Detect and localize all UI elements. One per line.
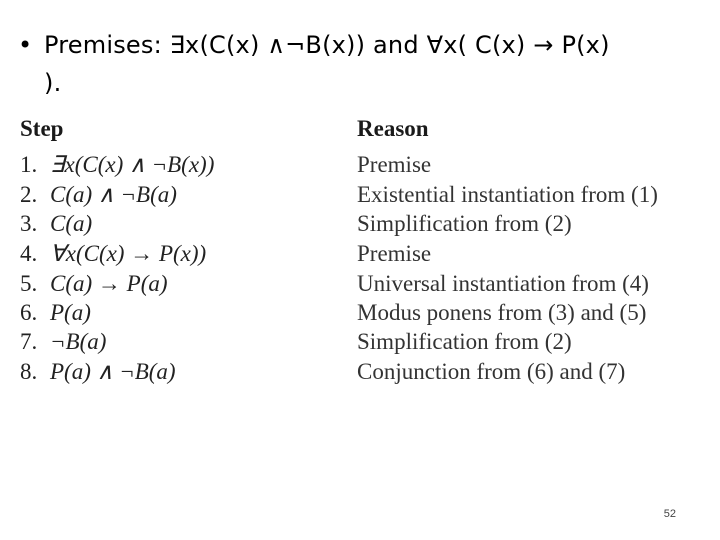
step-number: 3. [20, 211, 38, 236]
step-number: 8. [20, 359, 38, 384]
step-number: 7. [20, 329, 38, 354]
step-reason: Simplification from (2) [357, 329, 572, 354]
step-expression: ∃x(C(x) ∧ ¬B(x)) [50, 152, 215, 177]
proof-row [20, 298, 700, 327]
step-header: Step [20, 116, 64, 141]
step-expression: C(a) ∧ ¬B(a) [50, 182, 177, 207]
premises-line-2: ). [44, 69, 62, 97]
proof-row [20, 327, 700, 356]
step-reason: Modus ponens from (3) and (5) [357, 300, 647, 325]
step-expression: P(a) [50, 300, 91, 325]
step-reason: Existential instantiation from (1) [357, 182, 658, 207]
premises-line-1 [18, 26, 708, 64]
reason-header: Reason [357, 116, 429, 141]
step-expression: P(a) ∧ ¬B(a) [50, 359, 176, 384]
step-expression: C(a) [50, 211, 93, 236]
step-reason: Universal instantiation from (4) [357, 271, 649, 296]
proof-row [20, 269, 700, 298]
page-number: 52 [663, 508, 676, 520]
step-reason: Simplification from (2) [357, 211, 572, 236]
step-number: 5. [20, 271, 38, 296]
step-expression: ∀x(C(x) → P(x)) [50, 241, 207, 266]
step-expression: C(a) → P(a) [50, 271, 168, 296]
step-reason: Premise [357, 241, 432, 266]
step-reason: Premise [357, 152, 432, 177]
step-expression: ¬B(a) [50, 329, 107, 354]
step-number: 1. [20, 152, 38, 177]
step-reason: Conjunction from (6) and (7) [357, 359, 626, 384]
step-number: 4. [20, 241, 38, 266]
premises-text: Premises: ∃x(C(x) ∧¬B(x)) and ∀x( C(x) → P(x) [44, 31, 610, 59]
step-number: 2. [20, 182, 38, 207]
step-number: 6. [20, 300, 38, 325]
bullet-symbol: • [18, 31, 33, 59]
proof-row [20, 150, 700, 179]
proof-row [20, 180, 700, 209]
proof-row [20, 209, 700, 238]
proof-row [20, 239, 700, 268]
proof-row [20, 357, 700, 386]
premises-bullet [18, 26, 708, 102]
